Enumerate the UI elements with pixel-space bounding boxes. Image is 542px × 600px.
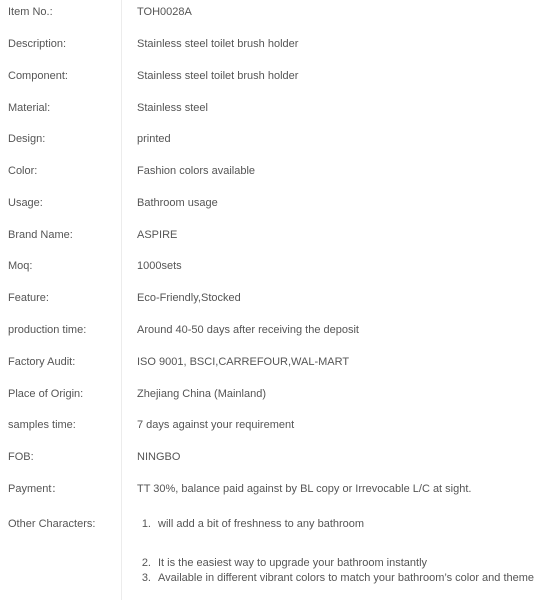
list-item-number: 3. <box>141 572 151 584</box>
spec-value: TT 30%, balance paid against by BL copy or Irrevocable L/C at sight. <box>137 483 472 495</box>
spec-row-payment <box>0 477 542 501</box>
spec-row-place-of-origin <box>0 382 542 406</box>
spec-label: Description: <box>8 38 67 50</box>
list-item <box>137 517 364 531</box>
spec-row-fob <box>0 445 542 469</box>
spec-row-description <box>0 32 542 56</box>
spec-label: Place of Origin: <box>8 388 84 400</box>
spec-value: Around 40-50 days after receiving the deposit <box>137 324 359 336</box>
spec-label: Usage: <box>8 197 43 209</box>
spec-value: ASPIRE <box>137 229 178 241</box>
list-item-text: Available in different vibrant colors to match your bathroom’s color and theme <box>158 572 535 584</box>
spec-row-moq <box>0 254 542 278</box>
spec-label: Moq: <box>8 260 33 272</box>
spec-value: Eco-Friendly,Stocked <box>137 292 241 304</box>
spec-label: Other Characters: <box>8 518 96 530</box>
spec-label: Item No.: <box>8 6 53 18</box>
spec-row-brand-name <box>0 223 542 247</box>
spec-label: samples time: <box>8 419 76 431</box>
spec-value: Zhejiang China (Mainland) <box>137 388 267 400</box>
spec-label: production time: <box>8 324 87 336</box>
list-item-text: It is the easiest way to upgrade your bathroom instantly <box>158 557 428 569</box>
spec-row-feature <box>0 286 542 310</box>
spec-label: Material: <box>8 102 51 114</box>
spec-value: printed <box>137 133 171 145</box>
spec-row-production-time <box>0 318 542 342</box>
spec-value: TOH0028A <box>137 6 192 18</box>
list-item-number: 2. <box>141 557 151 569</box>
spec-value: ISO 9001, BSCI,CARREFOUR,WAL-MART <box>137 356 350 368</box>
list-item-number: 1. <box>141 518 151 530</box>
spec-value: Stainless steel toilet brush holder <box>137 70 299 82</box>
spec-label: Payment： <box>8 483 63 495</box>
spec-value: Bathroom usage <box>137 197 218 209</box>
spec-row-component <box>0 64 542 88</box>
spec-row-factory-audit <box>0 350 542 374</box>
spec-label: Design: <box>8 133 46 145</box>
spec-label: Brand Name: <box>8 229 73 241</box>
spec-row-item-no <box>0 0 542 24</box>
spec-value: Stainless steel toilet brush holder <box>137 38 299 50</box>
spec-row-design <box>0 127 542 151</box>
list-item-text: will add a bit of freshness to any bathroom <box>158 518 365 530</box>
list-item <box>137 571 534 585</box>
spec-label: Feature: <box>8 292 49 304</box>
spec-value: Stainless steel <box>137 102 208 114</box>
spec-label: Color: <box>8 165 38 177</box>
spec-row-samples-time <box>0 413 542 437</box>
spec-value: Fashion colors available <box>137 165 256 177</box>
spec-row-usage <box>0 191 542 215</box>
spec-label: FOB: <box>8 451 34 463</box>
spec-value: 7 days against your requirement <box>137 419 295 431</box>
spec-label: Factory Audit: <box>8 356 76 368</box>
spec-value: 1000sets <box>137 260 182 272</box>
spec-row-material <box>0 96 542 120</box>
spec-row-color <box>0 159 542 183</box>
list-item <box>137 556 427 570</box>
spec-value: NINGBO <box>137 451 181 463</box>
spec-row-other-characters <box>0 512 542 600</box>
spec-label: Component: <box>8 70 68 82</box>
